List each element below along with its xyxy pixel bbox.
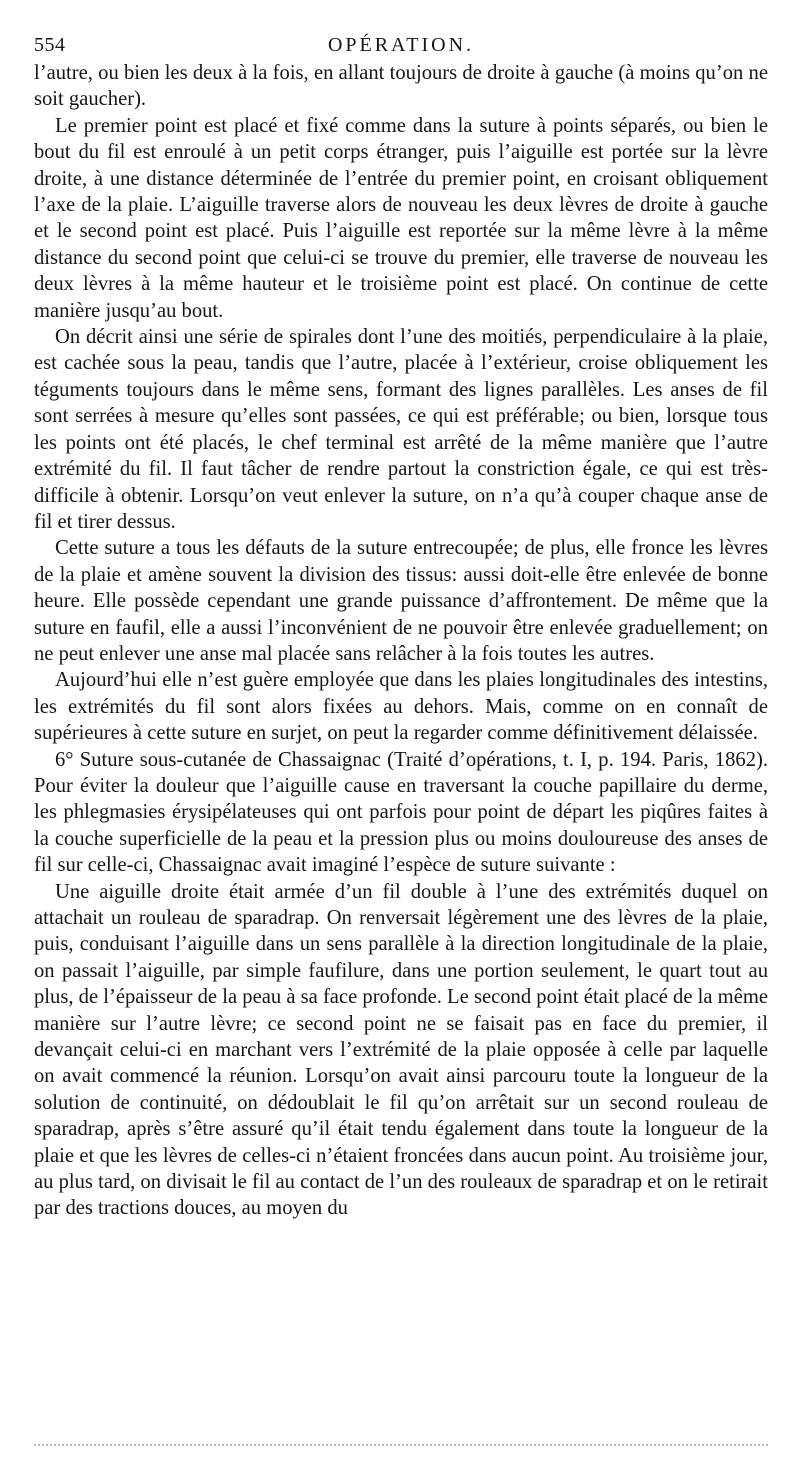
paragraph-2: Le premier point est placé et fixé comme dans la suture à points séparés, ou bien le bout du fil est enroulé à un petit corps étranger, puis l’aiguille est portée sur la lèvre droite, à une distance déterminée de l’entrée du premier point, en croisant obliquement l’axe de la plaie. L’aiguille traverse alors de nouveau les deux lèvres de droite à gauche et le second point est placé. Puis l’aiguille est reportée sur la même lèvre à la même distance du second point que celui-ci se trouve du premier, elle traverse de nouveau les deux lèvres à la même hauteur et le troisième point est placé. On continue de cette manière jusqu’au bout.	[34, 114, 768, 322]
paragraph-1: l’autre, ou bien les deux à la fois, en allant toujours de droite à gauche (à moins qu’on ne soit gaucher).	[34, 62, 768, 111]
page-header	[34, 30, 768, 60]
bottom-bleed-through-line	[34, 1444, 768, 1450]
paragraph-5: Aujourd’hui elle n’est guère employée que dans les plaies longitudinales des intestins, les extrémités du fil sont alors fixées au dehors. Mais, comme on en connaît de supérieures à cette suture en surjet, on peut la regarder comme définitivement délaissée.	[34, 669, 768, 745]
paragraph-3: On décrit ainsi une série de spirales dont l’une des moitiés, perpendiculaire à la plaie, est cachée sous la peau, tandis que l’autre, placée à l’extérieur, croise obliquement les téguments toujours dans le même sens, formant des lignes parallèles. Les anses de fil sont serrées à mesure qu’elles sont passées, ce qui est préférable; ou bien, lorsque tous les points ont été placés, le chef terminal est arrêté de la même manière que l’autre extrémité du fil. Il faut tâcher de rendre partout la constriction égale, ce qui est très-difficile à obtenir. Lorsqu’on veut enlever la suture, on n’a qu’à couper chaque anse de fil et tirer dessus.	[34, 326, 768, 533]
paragraph-7: Une aiguille droite était armée d’un fil double à l’une des extrémités duquel on attachait un rouleau de sparadrap. On renversait légèrement une des lèvres de la plaie, puis, conduisant l’aiguille dans un sens parallèle à la direction longitudinale de la plaie, on passait l’aiguille, par simple faufilure, dans une portion seulement, le quart tout au plus, de l’épaisseur de la peau à sa face profonde. Le second point était placé de la même manière sur l’autre lèvre; ce second point ne se faisait pas en face du premier, il devançait celui-ci en marchant vers l’extrémité de la plaie opposée à celle par laquelle on avait commencé la réunion. Lorsqu’on avait ainsi parcouru toute la longueur de la solution de continuité, on dédoublait le fil qu’on arrêtait sur un second rouleau de sparadrap, après s’être assuré qu’il était tendu également dans toute la longueur de la plaie et que les lèvres de celles-ci n’étaient froncées dans aucun point. Au troisième jour, au plus tard, on divisait le fil au contact de l’un des rouleaux de sparadrap et on le retirait par des tractions douces, au moyen du	[34, 880, 768, 1220]
body-text	[34, 60, 768, 1222]
paragraph-4: Cette suture a tous les défauts de la suture entrecoupée; de plus, elle fronce les lèvres de la plaie et amène souvent la division des tissus: aussi doit-elle être enlevée de bonne heure. Elle possède cependant une grande puissance d’affrontement. De même que la suture en faufil, elle a aussi l’inconvénient de ne pouvoir être enlevée graduellement; on ne peut enlever une anse mal placée sans relâcher à la fois toutes les autres.	[34, 537, 768, 665]
page-number: 554	[34, 34, 66, 56]
paragraph-6: 6° Suture sous-cutanée de Chassaignac (Traité d’opérations, t. I, p. 194. Paris, 1862). Pour éviter la douleur que l’aiguille cause en traversant la couche papillaire du derme, les phlegmasies érysipélateuses qui ont parfois pour point de départ les piqûres faites à la couche superficielle de la peau et la pression plus ou moins douloureuse des anses de fil sur celle-ci, Chassaignac avait imaginé l’espèce de suture suivante :	[34, 748, 768, 877]
running-title: OPÉRATION.	[327, 34, 475, 56]
